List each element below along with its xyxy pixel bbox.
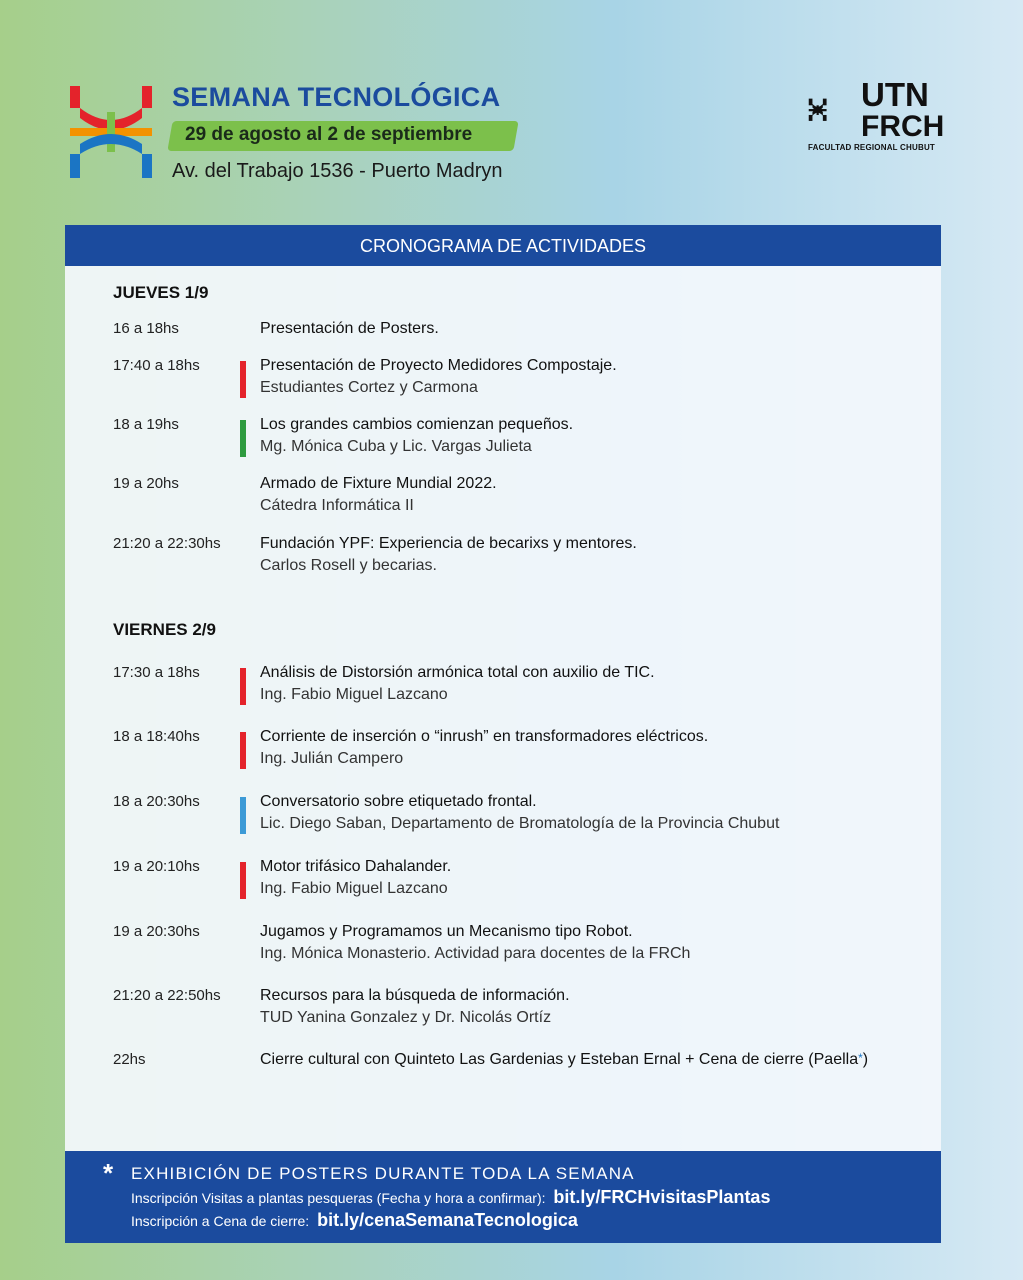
plants-registration-label: Inscripción Visitas a plantas pesqueras (Fecha y hora a confirmar): [131, 1190, 546, 1206]
activity-title: Jugamos y Programamos un Mecanismo tipo Robot. [260, 923, 633, 940]
activity-time: 19 a 20:10hs [113, 858, 200, 875]
activity-title: Corriente de inserción o “inrush” en transformadores eléctricos. [260, 728, 709, 745]
activity-time: 16 a 18hs [113, 320, 179, 337]
utn-logo-icon [808, 82, 860, 142]
event-title: SEMANA TECNOLÓGICA [172, 82, 501, 112]
activity-title-end: ) [862, 1051, 869, 1068]
activity-time: 22hs [113, 1051, 146, 1068]
activity-title: Presentación de Proyecto Medidores Compostaje. [260, 357, 617, 374]
category-marker [240, 420, 246, 457]
activity-speakers: Ing. Fabio Miguel Lazcano [260, 880, 448, 897]
activity-title: Conversatorio sobre etiquetado frontal. [260, 793, 537, 810]
utn-logo-text: UTN [861, 76, 929, 113]
activity-speakers: Mg. Mónica Cuba y Lic. Vargas Julieta [260, 438, 532, 455]
activity-title: Recursos para la búsqueda de información. [260, 987, 570, 1004]
activity-speakers: Cátedra Informática II [260, 497, 414, 514]
activity-title: Fundación YPF: Experiencia de becarixs y mentores. [260, 535, 637, 552]
category-marker [240, 732, 246, 769]
category-marker [240, 668, 246, 705]
semana-tecnologica-logo-icon [67, 82, 155, 182]
activity-time: 21:20 a 22:30hs [113, 535, 221, 552]
activity-title: Presentación de Posters. [260, 320, 439, 337]
activity-time: 19 a 20:30hs [113, 923, 200, 940]
activity-time: 18 a 18:40hs [113, 728, 200, 745]
footer-banner [65, 1151, 941, 1243]
category-marker [240, 797, 246, 834]
plants-registration-link[interactable]: bit.ly/FRCHvisitasPlantas [553, 1187, 771, 1207]
activity-title: Motor trifásico Dahalander. [260, 858, 452, 875]
event-address: Av. del Trabajo 1536 - Puerto Madryn [172, 160, 503, 182]
schedule-heading: CRONOGRAMA DE ACTIVIDADES [65, 225, 941, 266]
activity-time: 17:40 a 18hs [113, 357, 200, 374]
activity-time: 21:20 a 22:50hs [113, 987, 221, 1004]
activity-time: 18 a 20:30hs [113, 793, 200, 810]
dinner-registration-link[interactable]: bit.ly/cenaSemanaTecnologica [317, 1210, 578, 1230]
activity-title: Armado de Fixture Mundial 2022. [260, 475, 497, 492]
activity-speakers: Estudiantes Cortez y Carmona [260, 379, 478, 396]
header [0, 0, 1023, 225]
activity-time: 18 a 19hs [113, 416, 179, 433]
activity-time: 17:30 a 18hs [113, 664, 200, 681]
category-marker [240, 862, 246, 899]
category-marker [240, 361, 246, 398]
activity-time: 19 a 20hs [113, 475, 179, 492]
activity-speakers: TUD Yanina Gonzalez y Dr. Nicolás Ortíz [260, 1009, 552, 1026]
faculty-name: FACULTAD REGIONAL CHUBUT [808, 143, 936, 152]
activity-speakers: Carlos Rosell y becarias. [260, 557, 437, 574]
frch-logo-text: FRCH [861, 110, 945, 143]
activity-title: Análisis de Distorsión armónica total con auxilio de TIC. [260, 664, 655, 681]
activity-speakers: Ing. Mónica Monasterio. Actividad para docentes de la FRCh [260, 945, 691, 962]
activity-title-text: Cierre cultural con Quinteto Las Gardenias y Esteban Ernal + Cena de cierre (Paella [260, 1051, 859, 1068]
asterisk-icon: * [103, 1158, 114, 1188]
activity-speakers: Ing. Julián Campero [260, 750, 404, 767]
event-dates: 29 de agosto al 2 de septiembre [185, 124, 473, 145]
day-label-jueves: JUEVES 1/9 [113, 283, 209, 302]
day-label-viernes: VIERNES 2/9 [113, 620, 216, 639]
posters-note: EXHIBICIÓN DE POSTERS DURANTE TODA LA SEMANA [131, 1164, 635, 1183]
activity-title [260, 1051, 868, 1069]
dinner-registration-label: Inscripción a Cena de cierre: [131, 1213, 310, 1229]
schedule-panel [65, 225, 941, 1243]
activity-speakers: Ing. Fabio Miguel Lazcano [260, 686, 448, 703]
activity-speakers: Lic. Diego Saban, Departamento de Bromatología de la Provincia Chubut [260, 815, 780, 832]
dinner-registration [131, 1210, 578, 1231]
activity-title: Los grandes cambios comienzan pequeños. [260, 416, 574, 433]
plants-registration [131, 1187, 770, 1208]
asterisk-mark: * [858, 1051, 863, 1065]
